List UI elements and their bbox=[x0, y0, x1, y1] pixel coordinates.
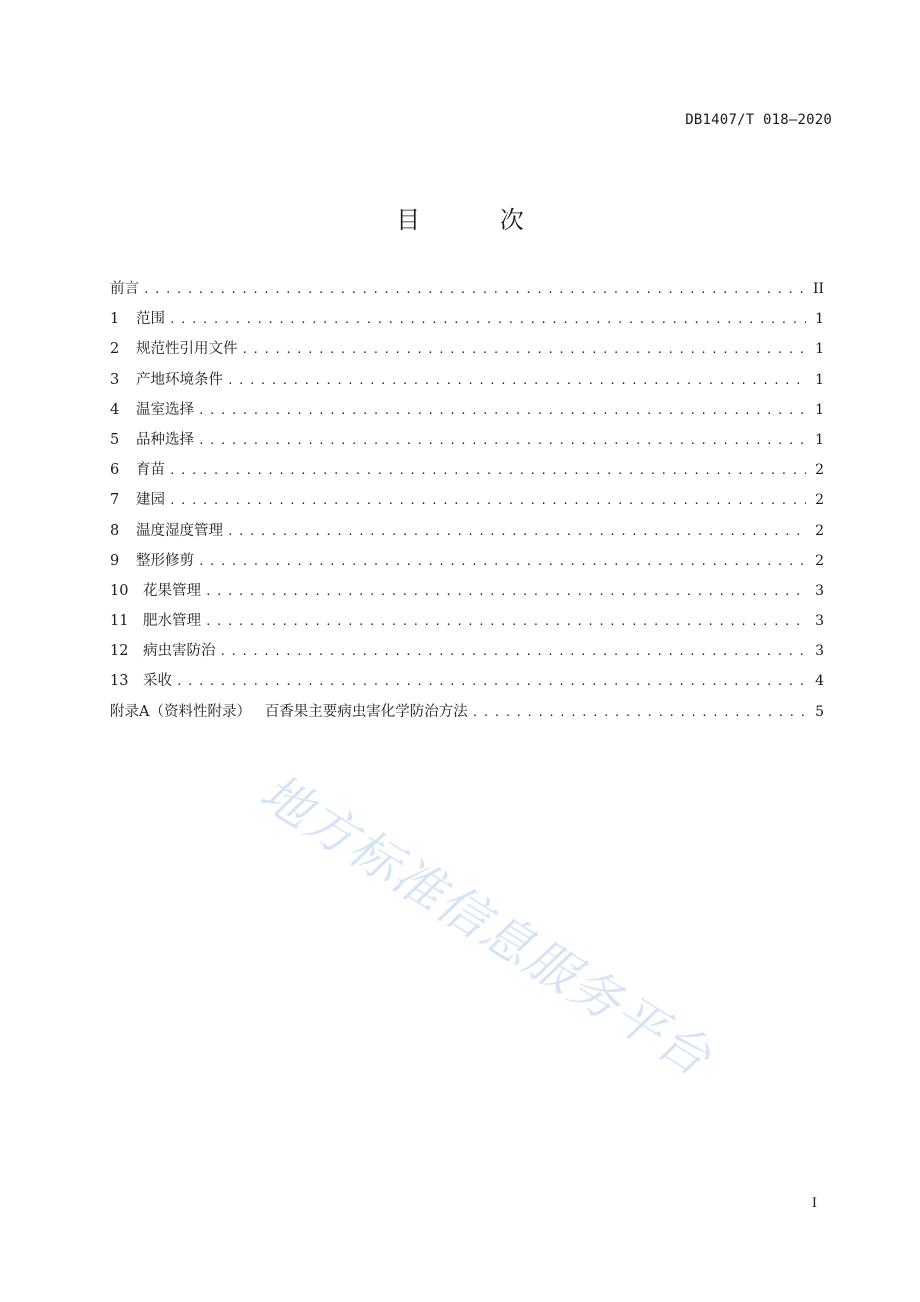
toc-page-number: 2 bbox=[815, 462, 824, 479]
toc-entry[interactable] bbox=[110, 277, 824, 307]
toc-entry-number: 2 bbox=[110, 341, 120, 358]
toc-entry-number: 7 bbox=[110, 492, 120, 509]
toc-entry-number: 8 bbox=[110, 522, 120, 539]
toc-page-number: 1 bbox=[815, 401, 824, 418]
toc-entry[interactable] bbox=[110, 669, 824, 699]
toc-leader-dots bbox=[205, 610, 806, 634]
toc-page-number: 3 bbox=[815, 613, 824, 630]
toc-page-number: 2 bbox=[815, 492, 824, 509]
toc-entry-number: 1 bbox=[110, 311, 120, 328]
toc-entry[interactable] bbox=[110, 579, 824, 609]
toc-leader-dots bbox=[242, 338, 807, 362]
toc-entry-title: 前言 bbox=[110, 281, 139, 297]
toc-entry-title: 育苗 bbox=[136, 462, 165, 479]
toc-page-number: 2 bbox=[815, 552, 824, 569]
toc-page-number: 1 bbox=[815, 431, 824, 448]
toc-leader-dots bbox=[169, 489, 806, 513]
toc-entry-title: 附录A（资料性附录） 百香果主要病虫害化学防治方法 bbox=[110, 703, 468, 720]
toc-entry-title: 产地环境条件 bbox=[136, 371, 223, 388]
toc-leader-dots bbox=[198, 399, 806, 423]
toc-entry-title: 采收 bbox=[143, 673, 172, 690]
table-of-contents bbox=[110, 277, 824, 730]
page-title: 目 次 bbox=[396, 206, 560, 234]
toc-entry-number: 4 bbox=[110, 401, 120, 418]
toc-entry[interactable] bbox=[110, 368, 824, 398]
toc-entry-number: 9 bbox=[110, 552, 120, 569]
toc-entry-title: 病虫害防治 bbox=[143, 643, 216, 660]
toc-entry-number: 3 bbox=[110, 371, 120, 388]
watermark bbox=[198, 722, 779, 1122]
toc-entry-title: 规范性引用文件 bbox=[136, 341, 238, 358]
toc-entry[interactable] bbox=[110, 458, 824, 488]
toc-entry[interactable] bbox=[110, 428, 824, 458]
toc-leader-dots bbox=[472, 701, 806, 725]
toc-leader-dots bbox=[227, 520, 806, 544]
toc-entry-number: 13 bbox=[110, 673, 129, 690]
toc-entry-title: 整形修剪 bbox=[136, 552, 194, 569]
toc-entry[interactable] bbox=[110, 307, 824, 337]
toc-entry[interactable] bbox=[110, 398, 824, 428]
toc-leader-dots bbox=[176, 670, 806, 694]
toc-leader-dots bbox=[227, 369, 806, 393]
toc-entry[interactable] bbox=[110, 519, 824, 549]
toc-entry-title: 建园 bbox=[136, 492, 165, 509]
toc-page-number: 3 bbox=[815, 643, 824, 660]
toc-leader-dots bbox=[198, 550, 806, 574]
toc-entry-number: 5 bbox=[110, 431, 120, 448]
toc-entry-title: 温度湿度管理 bbox=[136, 522, 223, 539]
toc-leader-dots bbox=[205, 580, 806, 604]
toc-entry[interactable] bbox=[110, 549, 824, 579]
toc-leader-dots bbox=[169, 308, 806, 332]
toc-page-number: 5 bbox=[815, 703, 824, 720]
toc-entry-number: 12 bbox=[110, 643, 129, 660]
toc-page-number: 1 bbox=[815, 311, 824, 328]
toc-entry[interactable] bbox=[110, 337, 824, 367]
toc-page-number: 1 bbox=[815, 341, 824, 358]
toc-entry-number: 11 bbox=[110, 613, 129, 630]
toc-entry[interactable] bbox=[110, 639, 824, 669]
toc-entry-title: 温室选择 bbox=[136, 401, 194, 418]
page-number: I bbox=[811, 1196, 817, 1211]
toc-entry-title: 肥水管理 bbox=[143, 613, 201, 630]
toc-leader-dots bbox=[169, 459, 806, 483]
toc-page-number: 4 bbox=[815, 673, 824, 690]
toc-page-number: 3 bbox=[815, 582, 824, 599]
toc-entry-title: 品种选择 bbox=[136, 431, 194, 448]
toc-entry-number: 10 bbox=[110, 582, 129, 599]
toc-page-number: 1 bbox=[815, 371, 824, 388]
standard-code: DB1407/T 018—2020 bbox=[685, 112, 832, 128]
toc-leader-dots bbox=[198, 429, 806, 453]
toc-page-number: 2 bbox=[815, 522, 824, 539]
toc-leader-dots bbox=[220, 640, 807, 664]
toc-entry[interactable] bbox=[110, 700, 824, 730]
toc-leader-dots bbox=[143, 278, 806, 302]
toc-entry-title: 花果管理 bbox=[143, 582, 201, 599]
toc-entry-title: 范围 bbox=[136, 311, 165, 328]
toc-page-number: II bbox=[812, 281, 824, 297]
toc-entry[interactable] bbox=[110, 609, 824, 639]
toc-entry-number: 6 bbox=[110, 462, 120, 479]
watermark-text: 地方标准信息服务平台 bbox=[250, 763, 722, 1088]
toc-entry[interactable] bbox=[110, 488, 824, 518]
